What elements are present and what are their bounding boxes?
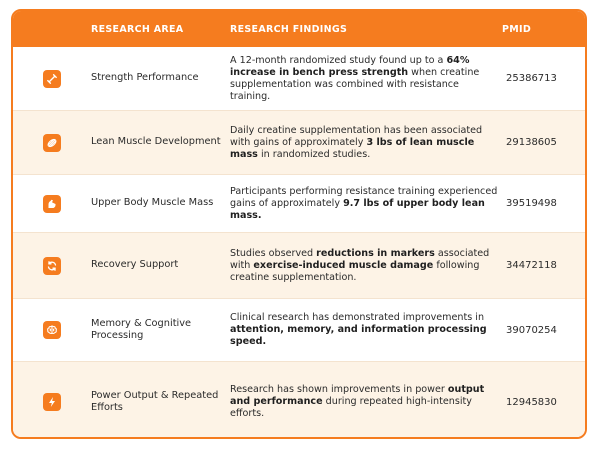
research-area-label: Lean Muscle Development (91, 136, 221, 148)
table-row (13, 47, 585, 111)
brain-icon (43, 321, 61, 339)
pmid-value: 12945830 (506, 396, 557, 408)
table-row (13, 362, 585, 439)
table-row (13, 175, 585, 233)
refresh-icon (43, 257, 61, 275)
lightning-icon (43, 393, 61, 411)
table-row (13, 111, 585, 175)
research-area-label: Strength Performance (91, 72, 199, 84)
research-table-card (11, 9, 587, 439)
pmid-value: 39519498 (506, 198, 557, 209)
research-finding: Participants performing resistance training experienced gains of approximately 9.7 lbs of upper body lean mass. (230, 185, 498, 221)
header-pmid: PMID (502, 23, 532, 35)
research-area-label: Memory & Cognitive Processing (91, 317, 192, 341)
pmid-value: 39070254 (506, 324, 557, 336)
research-finding: A 12-month randomized study found up to a 64% increase in bench press strength when creatine supplementation was combined with resistance training. (230, 54, 480, 102)
table-row (13, 233, 585, 299)
pmid-value: 25386713 (506, 73, 557, 84)
flexed-arm-icon (43, 195, 61, 213)
table-row (13, 299, 585, 362)
dumbbell-icon (43, 70, 61, 88)
research-finding: Daily creatine supplementation has been associated with gains of approximately 3 lbs of lean muscle mass in randomized studies. (230, 124, 483, 160)
muscle-fiber-icon (43, 134, 61, 152)
research-finding: Studies observed reductions in markers associated with exercise-induced muscle damage following creatine supplementation. (230, 247, 490, 283)
header-research-findings: RESEARCH FINDINGS (230, 23, 348, 35)
research-area-label: Recovery Support (91, 259, 179, 271)
research-finding: Research has shown improvements in power output and performance during repeated high-intensity efforts. (230, 384, 485, 419)
research-finding: Clinical research has demonstrated improvements in attention, memory, and information processing speed. (230, 312, 487, 347)
research-area-label: Power Output & Repeated Efforts (91, 389, 219, 413)
header-research-area: RESEARCH AREA (91, 23, 184, 35)
research-area-label: Upper Body Muscle Mass (91, 197, 214, 209)
pmid-value: 34472118 (506, 260, 557, 271)
table-header (13, 11, 585, 47)
pmid-value: 29138605 (506, 137, 557, 148)
